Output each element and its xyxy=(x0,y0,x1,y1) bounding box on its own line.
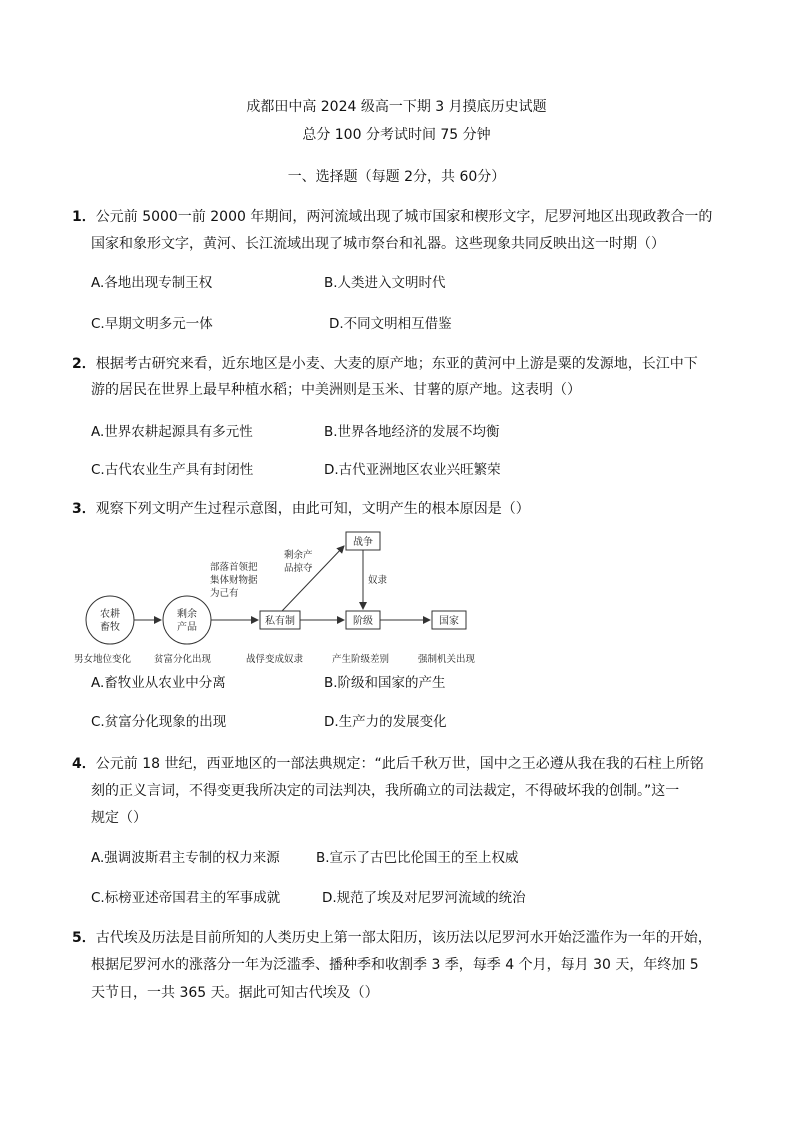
question-5-line-2: 根据尼罗河水的涨落分一年为泛滥季、播种季和收割季 3 季，每季 4 个月，每月 30 天，年终加 5 xyxy=(91,957,699,973)
exam-title: 成都田中高 2024 级高一下期 3 月摸底历史试题 xyxy=(246,99,547,115)
question-4-option-d[interactable]: D.规范了埃及对尼罗河流域的统治 xyxy=(322,890,526,906)
question-1-line-2: 国家和象形文字，黄河、长江流域出现了城市祭台和礼器。这些现象共同反映出这一时期（） xyxy=(91,236,665,252)
question-5-number: 5． xyxy=(72,930,96,946)
annotation-chief-2: 集体财物据 xyxy=(210,575,258,586)
caption-gender-status: 男女地位变化 xyxy=(74,654,132,665)
node-surplus-label-2: 产品 xyxy=(177,622,197,633)
caption-coercive-organs: 强制机关出现 xyxy=(418,654,476,665)
question-2-option-a[interactable]: A.世界农耕起源具有多元性 xyxy=(91,424,253,440)
node-war-label: 战争 xyxy=(353,537,373,548)
node-class-label: 阶级 xyxy=(353,616,373,627)
annotation-plunder-2: 品掠夺 xyxy=(284,563,313,574)
civilization-process-diagram xyxy=(70,528,500,670)
question-3-line-1: 3．观察下列文明产生过程示意图，由此可知，文明产生的根本原因是（） xyxy=(72,501,530,517)
annotation-plunder-1: 剩余产 xyxy=(284,550,313,561)
annotation-chief-1: 部落首领把 xyxy=(210,562,258,573)
node-surplus-label-1: 剩余 xyxy=(177,609,197,620)
question-1-number: 1． xyxy=(72,209,96,225)
question-4-option-c[interactable]: C.标榜亚述帝国君主的军事成就 xyxy=(91,890,281,906)
caption-wealth-gap: 贫富分化出现 xyxy=(154,654,212,665)
question-1-option-c[interactable]: C.早期文明多元一体 xyxy=(91,316,213,332)
question-2-number: 2． xyxy=(72,356,96,372)
node-farming-label-1: 农耕 xyxy=(100,609,120,620)
annotation-slave: 奴隶 xyxy=(368,575,388,586)
question-2-option-d[interactable]: D.古代亚洲地区农业兴旺繁荣 xyxy=(324,462,501,478)
question-4-number: 4． xyxy=(72,756,96,772)
question-4-option-b[interactable]: B.宣示了古巴比伦国王的至上权威 xyxy=(316,850,519,866)
question-5-line-3: 天节日，一共 365 天。据此可知古代埃及（） xyxy=(91,985,379,1001)
question-4-line-3: 规定（） xyxy=(91,810,147,826)
question-3-option-a[interactable]: A.畜牧业从农业中分离 xyxy=(91,675,226,691)
question-2-option-b[interactable]: B.世界各地经济的发展不均衡 xyxy=(324,424,500,440)
section-title: 一、选择题（每题 2分，共 60分） xyxy=(287,169,506,185)
question-4-line-2: 刻的正义言词，不得变更我所决定的司法判决，我所确立的司法裁定，不得破坏我的创制。”这一 xyxy=(91,783,680,799)
node-farming-circle xyxy=(86,596,134,644)
question-3-number: 3． xyxy=(72,501,96,517)
question-1-option-a[interactable]: A.各地出现专制王权 xyxy=(91,275,213,291)
node-state-label: 国家 xyxy=(439,616,459,627)
node-surplus-circle xyxy=(163,596,211,644)
node-private-label: 私有制 xyxy=(265,616,295,627)
node-farming-label-2: 畜牧 xyxy=(100,622,120,633)
question-2-line-2: 游的居民在世界上最早种植水稻；中美洲则是玉米、甘薯的原产地。这表明（） xyxy=(91,382,581,398)
annotation-chief-3: 为己有 xyxy=(210,588,239,599)
question-2-line-1: 2．根据考古研究来看，近东地区是小麦、大麦的原产地；东亚的黄河中上游是粟的发源地，长江中下 xyxy=(72,356,698,372)
question-2-option-c[interactable]: C.古代农业生产具有封闭性 xyxy=(91,462,254,478)
question-1-option-b[interactable]: B.人类进入文明时代 xyxy=(324,275,446,291)
question-4-option-a[interactable]: A.强调波斯君主专制的权力来源 xyxy=(91,850,280,866)
question-5-line-1: 5．古代埃及历法是目前所知的人类历史上第一部太阳历，该历法以尼罗河水开始泛滥作为一年的开始， xyxy=(72,930,712,946)
question-1-option-d[interactable]: D.不同文明相互借鉴 xyxy=(329,316,452,332)
question-3-option-d[interactable]: D.生产力的发展变化 xyxy=(324,714,447,730)
question-4-line-1: 4．公元前 18 世纪，西亚地区的一部法典规定：“此后千秋万世，国中之王必遵从我在我的石柱上所铭 xyxy=(72,756,704,772)
question-3-option-c[interactable]: C.贫富分化现象的出现 xyxy=(91,714,227,730)
question-3-option-b[interactable]: B.阶级和国家的产生 xyxy=(324,675,446,691)
caption-class-difference: 产生阶级差别 xyxy=(332,654,390,665)
exam-subtitle: 总分 100 分考试时间 75 分钟 xyxy=(302,127,491,143)
question-1-line-1: 1．公元前 5000一前 2000 年期间，两河流域出现了城市国家和楔形文字，尼罗河地区出现政教合一的 xyxy=(72,209,713,225)
caption-captives-slaves: 战俘变成奴隶 xyxy=(246,654,304,665)
